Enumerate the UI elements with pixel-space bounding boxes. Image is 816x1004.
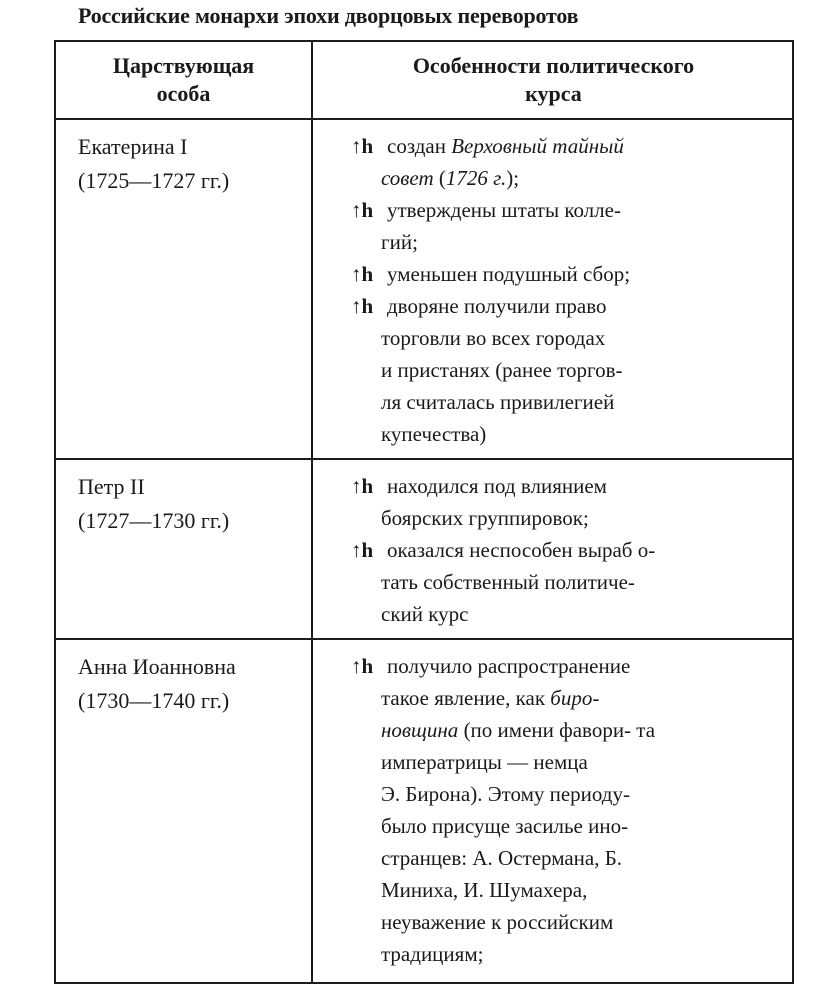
bullet-marker: ↑h (351, 654, 374, 678)
text: дворяне получили право (387, 294, 607, 318)
feature-line (381, 650, 791, 682)
feature-line (381, 566, 791, 598)
feature-item (351, 470, 791, 534)
feature-line (381, 194, 791, 226)
text: странцев: А. Остермана, Б. (381, 846, 623, 870)
feature-item (351, 650, 791, 970)
feature-item (351, 258, 791, 290)
header-monarch-line: Царствующая (112, 53, 255, 78)
header-monarch-line: особа (156, 81, 211, 106)
feature-line (381, 598, 791, 630)
features-cell (351, 130, 791, 450)
feature-item (351, 290, 791, 450)
bullet-marker: ↑h (351, 198, 374, 222)
header-features-line: Особенности политического (412, 53, 695, 78)
monarch-name: Анна Иоанновна (78, 654, 236, 679)
bullet-marker: ↑h (351, 538, 374, 562)
text: неуважение к российским (381, 910, 614, 934)
text: ( (433, 166, 446, 190)
header-monarch (56, 52, 311, 108)
text: боярских группировок; (381, 506, 589, 530)
monarch-cell (78, 130, 303, 198)
row-divider (56, 638, 792, 640)
text: получило распространение (387, 654, 631, 678)
bullet-marker: ↑h (351, 134, 374, 158)
feature-line (381, 354, 791, 386)
feature-line (381, 418, 791, 450)
column-divider (311, 42, 313, 982)
text: (по имени фавори- та (458, 718, 656, 742)
text: торговли во всех городах (381, 326, 606, 350)
text: Миниха, И. Шумахера, (381, 878, 588, 902)
features-cell (351, 650, 791, 970)
monarch-years: (1725—1727 гг.) (78, 168, 230, 193)
monarch-cell (78, 650, 303, 718)
feature-line (381, 842, 791, 874)
text: Э. Бирона). Этому периоду- (381, 782, 630, 806)
header-features-line: курса (525, 81, 582, 106)
monarchs-table (54, 40, 794, 984)
feature-line (381, 162, 791, 194)
feature-line (381, 874, 791, 906)
feature-line (381, 746, 791, 778)
text: такое явление, как (381, 686, 551, 710)
italic-text: совет (381, 166, 434, 190)
bullet-marker: ↑h (351, 474, 374, 498)
bullet-marker: ↑h (351, 294, 374, 318)
feature-line (381, 534, 791, 566)
page-title: Российские монархи эпохи дворцовых переворотов (78, 3, 579, 28)
feature-line (381, 470, 791, 502)
header-divider (56, 118, 792, 120)
text: утверждены штаты колле- (387, 198, 621, 222)
row-divider (56, 458, 792, 460)
feature-line (381, 906, 791, 938)
text: купечества) (381, 422, 487, 446)
text: оказался неспособен выраб о- (387, 538, 656, 562)
italic-text: Верховный тайный (451, 134, 624, 158)
text: гий; (381, 230, 418, 254)
text: ский курс (381, 602, 469, 626)
text: ля считалась привилегией (381, 390, 615, 414)
feature-line (381, 938, 791, 970)
text: создан (387, 134, 452, 158)
feature-line (381, 290, 791, 322)
text: уменьшен подушный сбор; (387, 262, 631, 286)
monarch-years: (1727—1730 гг.) (78, 508, 230, 533)
feature-line (381, 130, 791, 162)
feature-line (381, 682, 791, 714)
text: было присуще засилье ино- (381, 814, 629, 838)
feature-line (381, 322, 791, 354)
monarch-cell (78, 470, 303, 538)
italic-text: 1726 г. (445, 166, 507, 190)
text: находился под влиянием (387, 474, 607, 498)
feature-line (381, 778, 791, 810)
bullet-marker: ↑h (351, 262, 374, 286)
text: и пристанях (ранее торгов- (381, 358, 623, 382)
text: императрицы — немца (381, 750, 588, 774)
feature-item (351, 130, 791, 194)
text: ); (506, 166, 520, 190)
feature-line (381, 258, 791, 290)
feature-item (351, 534, 791, 630)
features-cell (351, 470, 791, 630)
text: тать собственный политиче- (381, 570, 635, 594)
monarch-name: Екатерина I (78, 134, 188, 159)
italic-text: биро- (550, 686, 600, 710)
feature-line (381, 386, 791, 418)
italic-text: новщина (381, 718, 459, 742)
feature-line (381, 226, 791, 258)
feature-line (381, 502, 791, 534)
feature-line (381, 810, 791, 842)
feature-item (351, 194, 791, 258)
monarch-name: Петр II (78, 474, 145, 499)
text: традициям; (381, 942, 484, 966)
header-features (313, 52, 794, 108)
feature-line (381, 714, 791, 746)
monarch-years: (1730—1740 гг.) (78, 688, 230, 713)
